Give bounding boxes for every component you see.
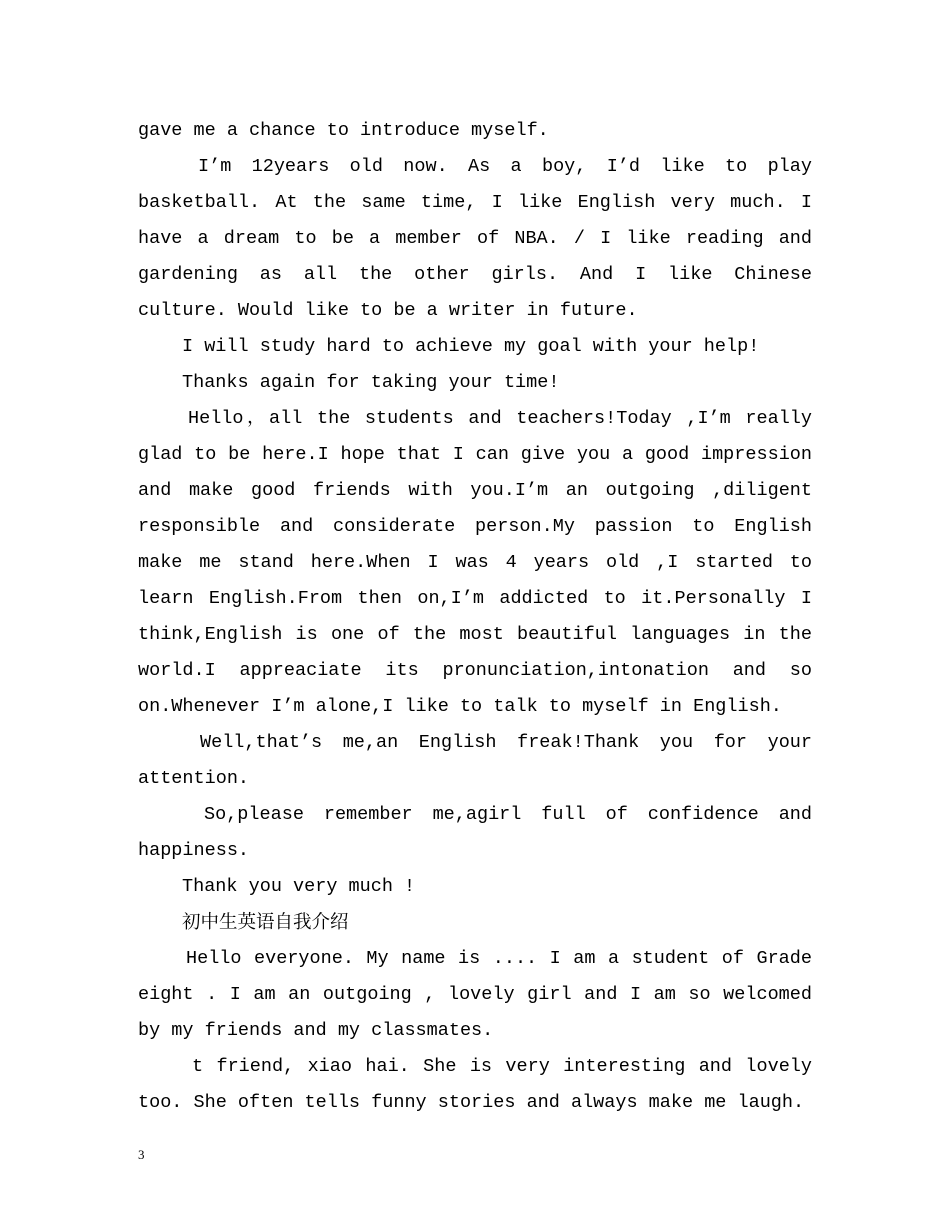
paragraph-intro-end: gave me a chance to introduce myself.: [138, 120, 549, 141]
section-heading: 初中生英语自我介绍: [182, 912, 349, 933]
paragraph-friend: t friend, xiao hai. She is very interesting and lovely too. She often tells funny stories and always make me laugh.: [138, 1056, 812, 1113]
body-text: [138, 113, 812, 1121]
paragraph-remember-me: So,please remember me,agirl full of confidence and happiness.: [138, 804, 812, 861]
paragraph-hobbies: I’m 12years old now. As a boy, I’d like to play basketball. At the same time, I like English very much. I have a dream to be a member of NBA. / I like reading and gardening as all the other girls. And I like Chinese culture. Would like to be a writer in future.: [138, 156, 812, 321]
paragraph-hello-everyone: Hello everyone. My name is .... I am a student of Grade eight . I am an outgoing , lovely girl and I am so welcomed by my friends and my classmates.: [138, 948, 812, 1041]
paragraph-thank-you: Thank you very much !: [182, 876, 416, 897]
paragraph-hello-students: Hello，all the students and teachers!Today ,I’m really glad to be here.I hope that I can give you a good impression and make good friends with you.I’m an outgoing ,diligent responsible and considerate person.My passion to English make me stand here.When I was 4 years old ,I started to learn English.From then on,I’m addicted to it.Personally I think,English is one of the most beautiful languages in the world.I appreaciate its pronunciation,intonation and so on.Whenever I’m alone,I like to talk to myself in English.: [138, 408, 812, 717]
page-number: 3: [138, 1147, 145, 1162]
paragraph-thanks: Thanks again for taking your time!: [182, 372, 560, 393]
paragraph-english-freak: Well,that’s me,an English freak!Thank you for your attention.: [138, 732, 812, 789]
paragraph-goal: I will study hard to achieve my goal with your help!: [182, 336, 760, 357]
